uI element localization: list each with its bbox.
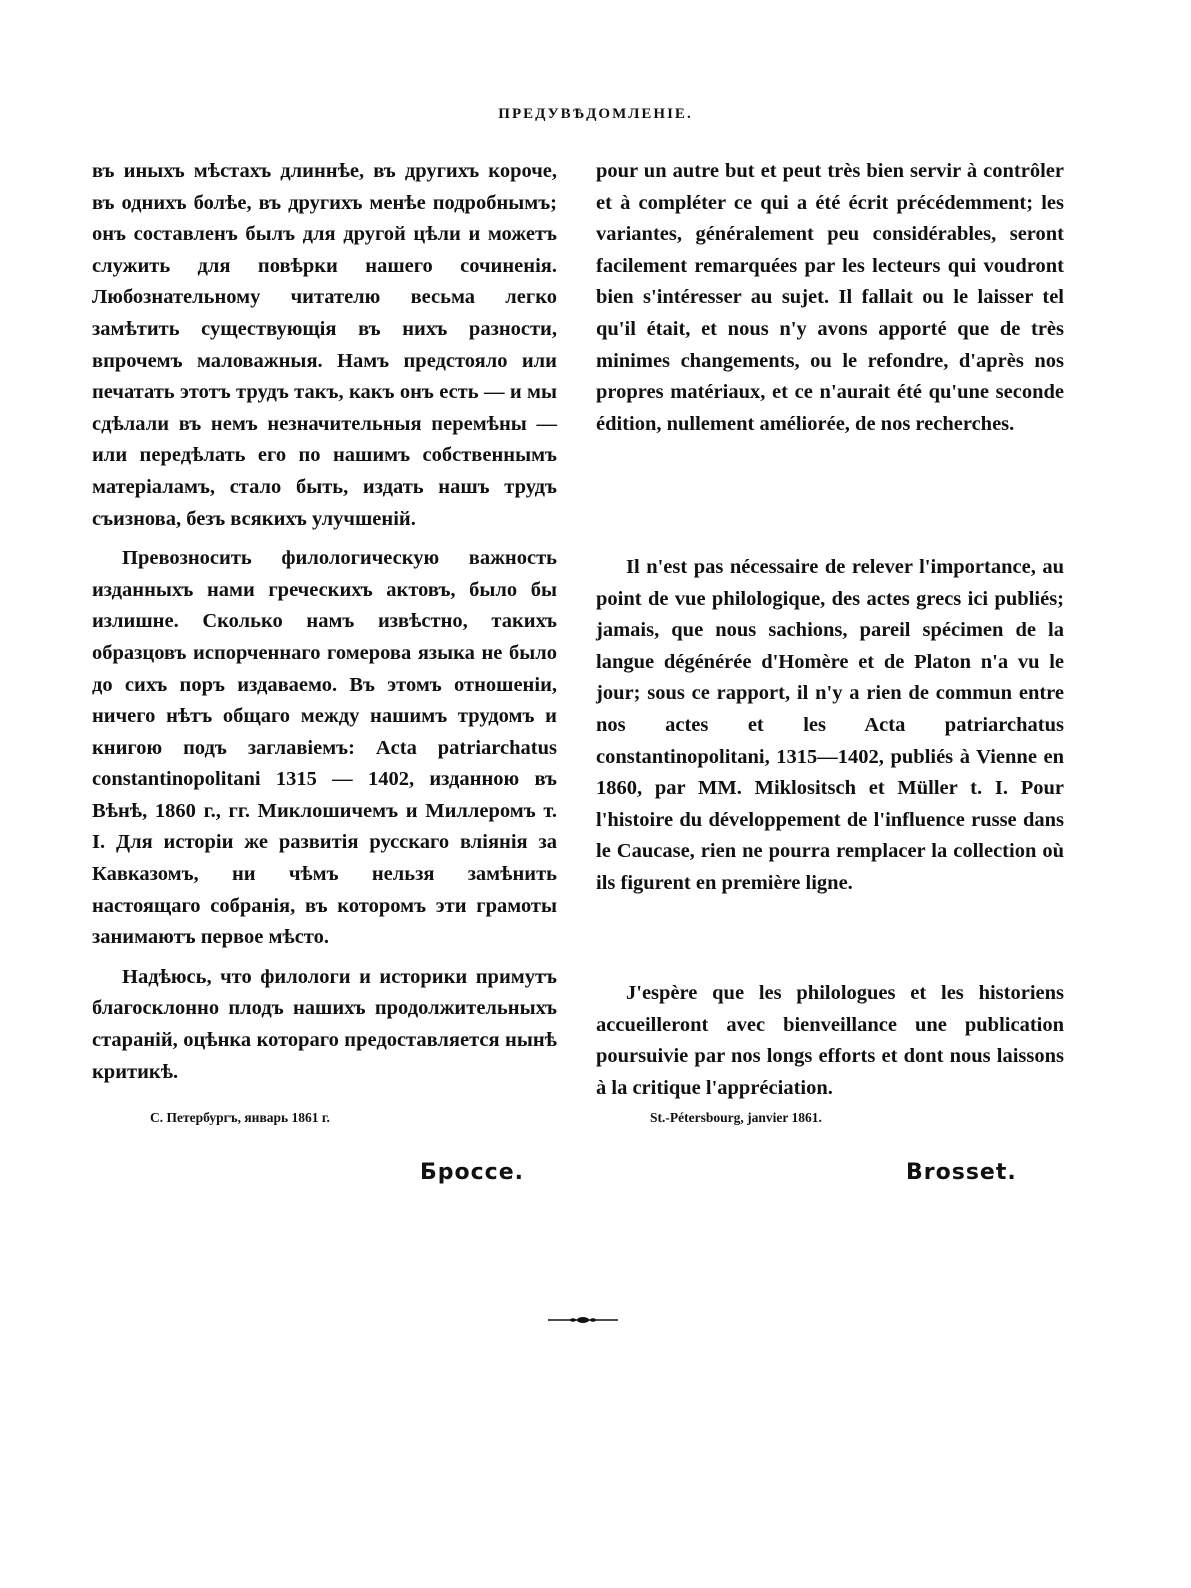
french-paragraph-3: J'espère que les philologues et les historiens accueilleront avec bienveillance une publication poursuivie par nos longs efforts et dont nous laissons à la critique l'appréciation. xyxy=(596,982,1064,1099)
french-column xyxy=(596,156,1064,440)
french-signature: Brosset. xyxy=(906,1160,1017,1185)
french-column-part-2 xyxy=(596,552,1064,900)
french-paragraph-2: Il n'est pas nécessaire de relever l'importance, au point de vue philologique, des actes grecs ici publiés; jamais, que nous sachions, pareil spécimen de la langue dégénérée d'Homère et de Platon n'a vu le jour; sous ce rapport, il n'y a rien de commun entre nos actes et les Acta patriarchatus constantinopolitani, 1315—1402, publiés à Vienne en 1860, par MM. Miklositsch et Müller t. I. Pour l'histoire du développement de l'influence russe dans le Caucase, rien ne pourra remplacer la collection où ils figurent en première ligne. xyxy=(596,556,1064,894)
french-paragraph-1: pour un autre but et peut très bien servir à contrôler et à compléter ce qui a été écrit précédemment; les variantes, généralement peu considérables, seront facilement remarquées par les lecteurs qui voudront bien s'intéresser au sujet. Il fallait ou le laisser tel qu'il était, et nous n'y avons apporté que de très minimes changements, ou le refondre, d'après nos propres matériaux, et ce n'aurait été qu'une seconde édition, nullement améliorée, de nos recherches. xyxy=(596,160,1064,435)
russian-signature: Броссе. xyxy=(420,1160,524,1185)
russian-paragraph-3: Надѣюсь, что филологи и историки примутъ благосклонно плодъ нашихъ продолжительныхъ стараній, оцѣнка котораго предоставляется нынѣ критикѣ. xyxy=(92,965,557,1083)
end-ornament-icon xyxy=(548,1316,618,1324)
french-column-part-3 xyxy=(596,978,1064,1104)
russian-dateline: С. Петербургъ, январь 1861 г. xyxy=(150,1110,330,1125)
russian-column xyxy=(92,156,557,1088)
russian-paragraph-1: въ иныхъ мѣстахъ длиннѣе, въ другихъ короче, въ однихъ болѣе, въ другихъ менѣе подробнымъ; онъ составленъ былъ для другой цѣли и можетъ служить для повѣрки нашего сочиненія. Любознательному читателю весьма легко замѣтить существующія въ нихъ разности, впрочемъ маловажныя. Намъ предстояло или печатать этотъ трудъ такъ, какъ онъ есть — и мы сдѣлали въ немъ незначительныя перемѣны — или передѣлать его по нашимъ собственнымъ матеріаламъ, стало быть, издать нашъ трудъ съизнова, безъ всякихъ улучшеній. xyxy=(92,160,557,530)
french-dateline: St.-Pétersbourg, janvier 1861. xyxy=(650,1110,822,1125)
russian-paragraph-2: Превозносить филологическую важность изданныхъ нами греческихъ актовъ, было бы излишне. Сколько намъ извѣстно, такихъ образцовъ испорченнаго гомерова языка не было до сихъ поръ издаваемо. Въ этомъ отношеніи, ничего нѣтъ общаго между нашимъ трудомъ и книгою подъ заглавіемъ: Acta patriarchatus constantinopolitani 1315 — 1402, изданною въ Вѣнѣ, 1860 г., гг. Миклошичемъ и Миллеромъ т. I. Для исторіи же развитія русскаго вліянія за Кавказомъ, ни чѣмъ нельзя замѣнить настоящаго собранія, въ которомъ эти грамоты занимаютъ первое мѣсто. xyxy=(92,547,557,949)
running-head: ПРЕДУВѢДОМЛЕНІЕ. xyxy=(498,106,693,122)
